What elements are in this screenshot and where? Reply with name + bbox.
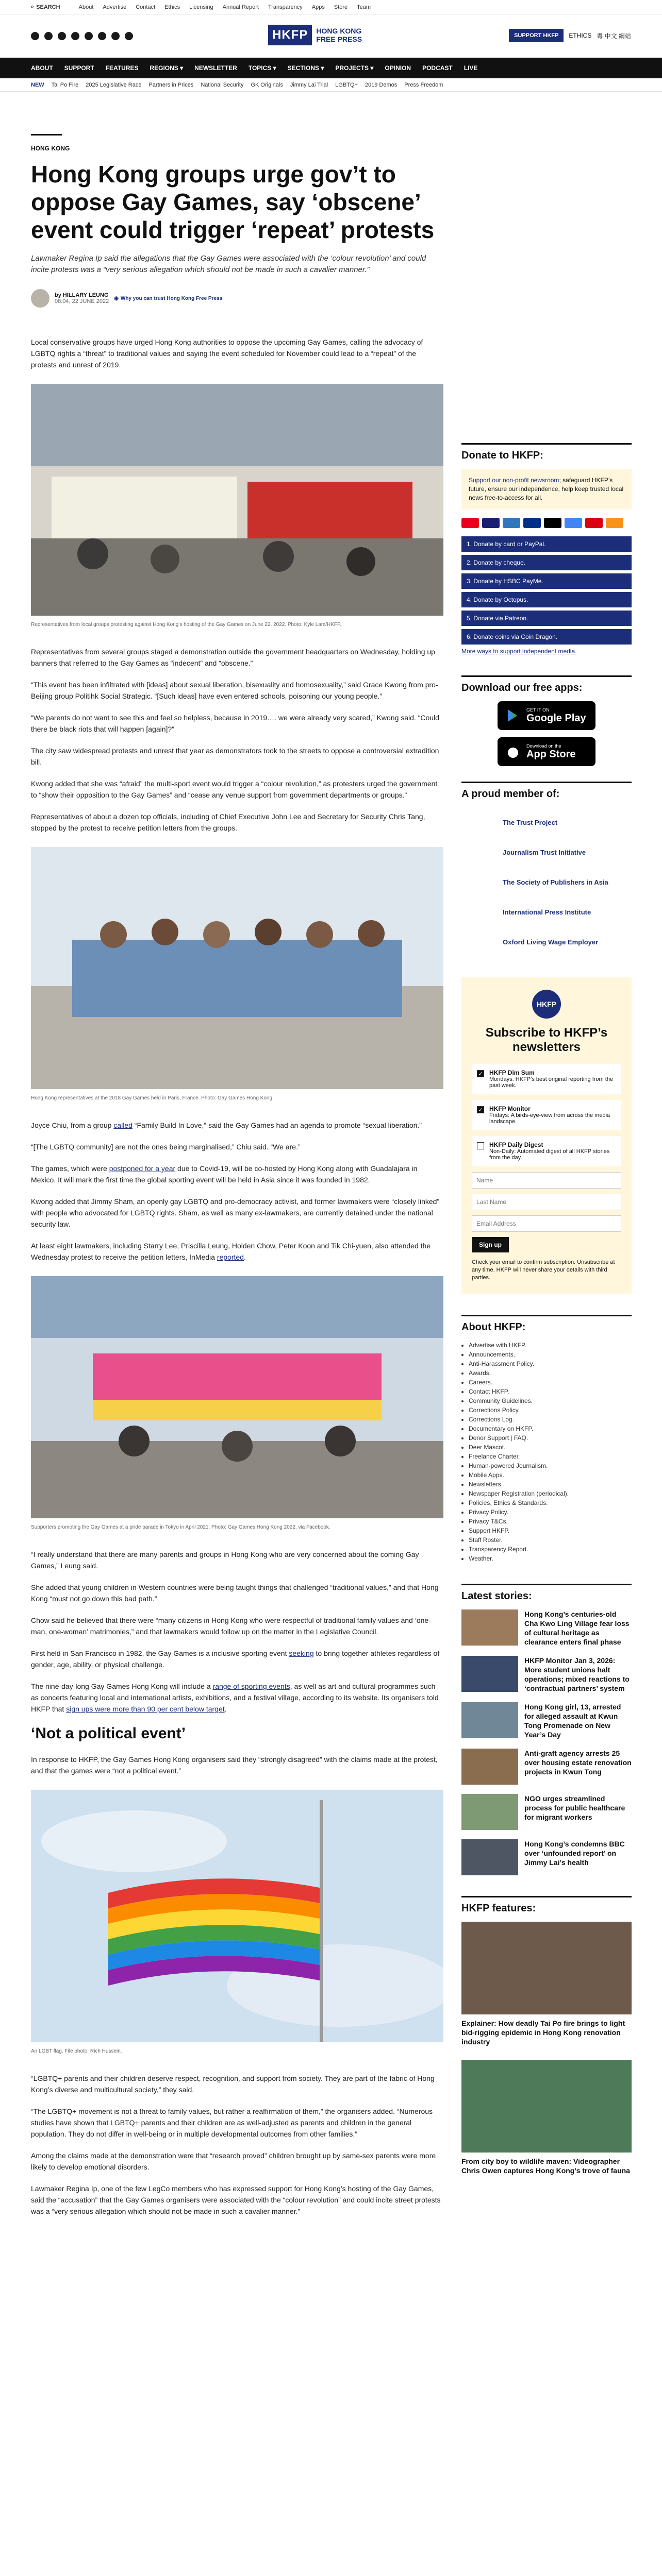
donate-link[interactable]: Support our non-profit newsroom bbox=[469, 477, 559, 484]
payme-icon bbox=[585, 518, 603, 528]
nav-podcast[interactable]: PODCAST bbox=[422, 64, 453, 72]
about-link[interactable]: • Support HKFP. bbox=[469, 1526, 632, 1535]
paragraph: Lawmaker Regina Ip, one of the few LegCo members who has expressed support for Hong Kong’s hosting of the Gay Games, said the “accusation” that the Gay Games organisers were associated with the “colour revolution” and could incite street protests was a “very serious allegation which should not be made in such a cavalier manner.” bbox=[31, 2184, 441, 2215]
latest-story[interactable] bbox=[461, 1702, 632, 1739]
story-thumbnail bbox=[461, 1656, 518, 1692]
paragraph: She added that young children in Western countries were being taught things that challenged “traditional values,” and that Hong Kong “must not go down this bad path.” bbox=[31, 1583, 439, 1603]
about-link[interactable]: • Mobile Apps. bbox=[469, 1470, 632, 1480]
newsletter-desc: Mondays: HKFP’s best original reporting from the past week. bbox=[489, 1076, 614, 1089]
about-link[interactable]: • Freelance Charter. bbox=[469, 1452, 632, 1461]
logo-mark: HKFP bbox=[268, 25, 312, 45]
text-run: due to Covid-19, will be co-hosted by Hong Kong along with Guadalajara in Mexico. It will mark the first time the global sporting event will be held in Asia since it was founded in 1982. bbox=[31, 1164, 418, 1184]
search-link[interactable]: ⌕ SEARCH bbox=[31, 4, 60, 10]
pride-parade-photo bbox=[31, 1276, 443, 1518]
donate-option[interactable]: 6. Donate coins via Coin Dragon. bbox=[461, 629, 632, 645]
newsletter-note: Check your email to confirm subscription. Unsubscribe at any time. HKFP will never share your details with third parties. bbox=[472, 1259, 615, 1281]
ethics-link[interactable]: ETHICS bbox=[569, 32, 592, 39]
checkbox[interactable] bbox=[477, 1142, 484, 1149]
about-heading: About HKFP: bbox=[461, 1315, 632, 1333]
nav-topics[interactable]: TOPICS ▾ bbox=[248, 64, 276, 72]
text-run: At least eight lawmakers, including Starry Lee, Priscilla Leung, Holden Chow, Peter Koon and Tik Chi-yuen, also attended the Wednesday protest to receive the petition letters, InMedia bbox=[31, 1242, 431, 1261]
donate-option[interactable]: 3. Donate by HSBC PayMe. bbox=[461, 573, 632, 589]
rainbow-flag-photo bbox=[31, 1790, 443, 2042]
nav-about[interactable]: ABOUT bbox=[31, 64, 53, 72]
nav-newsletter[interactable]: NEWSLETTER bbox=[194, 64, 237, 72]
main-nav bbox=[0, 58, 662, 78]
about-link[interactable]: • Staff Roster. bbox=[469, 1535, 632, 1545]
gay-games-delegation-photo bbox=[31, 847, 443, 1089]
email-input[interactable]: Email Address bbox=[472, 1215, 621, 1232]
text-run: “Family Build In Love,” said the Gay Games had an agenda to promote “sexual liberation.” bbox=[132, 1121, 422, 1129]
paragraph bbox=[31, 1648, 443, 1670]
latest-heading: Latest stories: bbox=[461, 1584, 632, 1602]
text-run: Joyce Chiu, from a group bbox=[31, 1121, 114, 1129]
sidebar bbox=[461, 443, 632, 2189]
nav-regions[interactable]: REGIONS ▾ bbox=[150, 64, 184, 72]
about-link[interactable]: • Advertise with HKFP. bbox=[469, 1341, 632, 1350]
about-link[interactable]: • Anti-Harassment Policy. bbox=[469, 1359, 632, 1368]
byline bbox=[31, 289, 443, 308]
newsletter-option[interactable] bbox=[472, 1136, 621, 1166]
member-sopa[interactable]: The Society of Publishers in Asia bbox=[503, 878, 608, 886]
about-link[interactable]: • Privacy T&Cs. bbox=[469, 1517, 632, 1526]
trust-link[interactable] bbox=[114, 296, 222, 301]
inline-link[interactable]: reported bbox=[217, 1253, 244, 1261]
latest-story[interactable] bbox=[461, 1656, 632, 1693]
about-link[interactable]: • Awards. bbox=[469, 1368, 632, 1378]
article-dek: Lawmaker Regina Ip said the allegations that the Gay Games were associated with the ‘colour revolution’ and could incite protests was a “very serious allegation which should not be made in such a cavalier manner.” bbox=[31, 254, 426, 274]
inline-link[interactable]: postponed for a year bbox=[109, 1164, 176, 1173]
inline-link[interactable]: range of sporting events bbox=[212, 1682, 290, 1690]
about-link[interactable]: • Deer Mascot. bbox=[469, 1443, 632, 1452]
donate-option[interactable]: 1. Donate by card or PayPal. bbox=[461, 536, 632, 552]
article bbox=[31, 134, 443, 2227]
telegram-icon[interactable] bbox=[98, 32, 106, 40]
trending-item[interactable]: National Security bbox=[201, 81, 244, 88]
about-link[interactable]: • Corrections Policy. bbox=[469, 1405, 632, 1415]
about-link[interactable]: • Donor Support | FAQ. bbox=[469, 1433, 632, 1443]
donate-option[interactable]: 5. Donate via Patreon. bbox=[461, 611, 632, 626]
top-link-ethics[interactable]: Ethics bbox=[164, 4, 180, 10]
member-trust-project[interactable]: The Trust Project bbox=[503, 818, 558, 826]
top-link-contact[interactable]: Contact bbox=[136, 4, 156, 10]
paragraph: Representatives from several groups staged a demonstration outside the government headquarters on Wednesday, holding up banners that referred to the Gay Games as “indecent” and “obscene.” bbox=[31, 648, 435, 667]
member-living-wage[interactable]: Oxford Living Wage Employer bbox=[503, 938, 599, 946]
nav-features[interactable]: FEATURES bbox=[105, 64, 139, 72]
newsletter-option[interactable] bbox=[472, 1064, 621, 1094]
story-thumbnail bbox=[461, 1609, 518, 1646]
author-avatar bbox=[31, 289, 49, 308]
paragraph bbox=[31, 1681, 443, 1715]
member-heading: A proud member of: bbox=[461, 782, 632, 800]
logo-text-1: HONG KONG bbox=[316, 27, 362, 35]
text-run: to bring together athletes regardless of gender, age, ability, or physical challenge. bbox=[31, 1649, 440, 1669]
member-jti[interactable]: Journalism Trust Initiative bbox=[503, 848, 586, 856]
donate-text: ; safeguard HKFP’s future, ensure our independence, help keep trusted local news free-to-access for all. bbox=[469, 477, 624, 501]
amex-icon bbox=[503, 518, 520, 528]
story-thumbnail bbox=[461, 1839, 518, 1875]
apps-heading: Download our free apps: bbox=[461, 675, 632, 694]
top-link-about[interactable]: About bbox=[78, 4, 94, 10]
author-name[interactable]: by HILLARY LEUNG bbox=[55, 292, 109, 298]
feature-title[interactable]: Explainer: How deadly Tai Po fire brings to light bid-rigging epidemic in Hong Kong renovation industry bbox=[461, 2019, 625, 2046]
google-play-button[interactable] bbox=[498, 701, 595, 730]
logo-text-2: FREE PRESS bbox=[316, 35, 362, 43]
newsletter-desc: Fridays: A birds-eye-view from across the media landscape. bbox=[489, 1112, 610, 1125]
latest-story[interactable] bbox=[461, 1839, 632, 1875]
google-play-small: GET IT ON bbox=[526, 707, 550, 713]
payment-icons bbox=[461, 518, 632, 528]
top-link-advertise[interactable]: Advertise bbox=[103, 4, 127, 10]
chinese-site-link[interactable]: 粵 中文 網站 bbox=[597, 32, 631, 40]
paragraph: “The LGBTQ+ movement is not a threat to family values, but rather a reaffirmation of them,” the organisers added. “Numerous studies have shown that LGBTQ+ parents and their children are as well-adjusted as parents and children in the general population. They do not differ in well-being or in multiple developmental outcomes from other families.” bbox=[31, 2107, 433, 2138]
support-button[interactable]: SUPPORT HKFP bbox=[509, 29, 564, 42]
paragraph: Kwong added that she was “afraid” the multi-sport event would trigger a “colour revolution,” as protesters urged the government to “show their opposition to the Gay Games” and “cease any venue support from government departments or groups.” bbox=[31, 779, 438, 799]
paragraph bbox=[31, 1120, 443, 1131]
site-header bbox=[0, 14, 662, 58]
feature-image[interactable] bbox=[461, 2060, 632, 2153]
paragraph: Representatives of about a dozen top officials, including of Chief Executive John Lee and Secretary for Security Chris Tang, stopped by the protest to receive petition letters from the groups. bbox=[31, 812, 425, 832]
trending-item[interactable]: GK Originals bbox=[251, 81, 283, 88]
apple-pay-icon bbox=[544, 518, 561, 528]
paragraph: “We parents do not want to see this and feel so helpless, because in 2019…. we were already very scared,” Kwong said. “Could there be black riots that will happen [again]?” bbox=[31, 714, 439, 733]
trending-item[interactable]: Partners in Prices bbox=[148, 81, 194, 88]
text-run: The nine-day-long Gay Games Hong Kong will include a bbox=[31, 1682, 213, 1690]
trending-item[interactable]: Press Freedom bbox=[404, 81, 443, 88]
paragraph: “LGBTQ+ parents and their children deserve respect, recognition, and support from society. They are part of the fabric of Hong Kong’s diverse and multicultural society,” they said. bbox=[31, 2074, 435, 2094]
trust-icon: ◉ bbox=[114, 295, 119, 301]
paypal-icon bbox=[523, 518, 541, 528]
paragraph: In response to HKFP, the Gay Games Hong Kong organisers said they “strongly disagreed” with the claims made at the protest, and that the games were “not a political event.” bbox=[31, 1755, 438, 1775]
newsletter-option[interactable] bbox=[472, 1100, 621, 1130]
apple-icon bbox=[506, 744, 520, 759]
checkbox-checked[interactable]: ✓ bbox=[477, 1070, 484, 1077]
text-run: First held in San Francisco in 1982, the Gay Games is a inclusive sporting event bbox=[31, 1649, 289, 1657]
google-play-label: Google Play bbox=[526, 712, 586, 724]
paragraph bbox=[31, 1163, 443, 1185]
trending-label: NEW bbox=[31, 81, 44, 88]
story-title[interactable]: Hong Kong’s condemns BBC over ‘unfounded report’ on Jimmy Lai’s health bbox=[524, 1840, 625, 1867]
facebook-icon[interactable] bbox=[31, 32, 39, 40]
instagram-icon[interactable] bbox=[58, 32, 66, 40]
publish-date: 08:04, 22 JUNE 2022 bbox=[55, 298, 109, 304]
member-ipi[interactable]: International Press Institute bbox=[503, 908, 591, 916]
story-thumbnail bbox=[461, 1749, 518, 1785]
trending-item[interactable]: Jimmy Lai Trial bbox=[290, 81, 328, 88]
mastercard-icon bbox=[461, 518, 479, 528]
about-link[interactable]: • Newsletters. bbox=[469, 1480, 632, 1489]
rss-icon[interactable] bbox=[125, 32, 133, 40]
top-link-licensing[interactable]: Licensing bbox=[189, 4, 213, 10]
photo-caption: An LGBT flag. File photo: Rich Hussein. bbox=[31, 2048, 122, 2054]
text-run: , as well as art and cultural programmes such as concerts featuring local and international artists, exhibitions, and a festival village, according to its website. Its organisers told HKFP that bbox=[31, 1682, 439, 1713]
app-store-button[interactable] bbox=[498, 737, 595, 766]
story-title[interactable]: Hong Kong girl, 13, arrested for alleged assault at Kwun Tong Promenade on New Year’s Day bbox=[524, 1703, 621, 1739]
paragraph: At least eight lawmakers, including Starry Lee, Priscilla Leung, Holden Chow, Peter Koon and Tik Chi-yuen, also attended the Wednesday protest to receive the petition letters, InMedia reported. bbox=[31, 1242, 431, 1261]
top-link-team[interactable]: Team bbox=[357, 4, 371, 10]
nav-projects[interactable]: PROJECTS ▾ bbox=[335, 64, 374, 72]
latest-story[interactable] bbox=[461, 1794, 632, 1830]
top-link-store[interactable]: Store bbox=[334, 4, 348, 10]
feature-image[interactable] bbox=[461, 1922, 632, 2014]
about-link[interactable]: • Privacy Policy. bbox=[469, 1507, 632, 1517]
divider bbox=[31, 134, 62, 135]
google-play-icon bbox=[506, 708, 520, 723]
features-heading: HKFP features: bbox=[461, 1896, 632, 1914]
newsletter-box bbox=[461, 977, 632, 1294]
newsletter-name: HKFP Monitor bbox=[489, 1105, 531, 1112]
more-ways-link[interactable]: More ways to support independent media. bbox=[461, 648, 577, 655]
about-link[interactable]: • Corrections Log. bbox=[469, 1415, 632, 1424]
feature-title[interactable]: From city boy to wildlife maven: Videographer Chris Owen captures Hong Kong’s trove of fauna bbox=[461, 2157, 630, 2175]
about-link[interactable]: • Announcements. bbox=[469, 1350, 632, 1359]
donate-option[interactable]: 2. Donate by cheque. bbox=[461, 555, 632, 570]
newsletter-logo: HKFP bbox=[532, 990, 561, 1019]
top-link-apps[interactable]: Apps bbox=[311, 4, 325, 10]
checkbox-checked[interactable]: ✓ bbox=[477, 1106, 484, 1113]
paragraph: The city saw widespread protests and unrest that year as demonstrators took to the streets to oppose a controversial extradition bill. bbox=[31, 747, 439, 766]
about-link[interactable]: • Weather. bbox=[469, 1554, 632, 1563]
about-link[interactable]: • Human-powered Journalism. bbox=[469, 1461, 632, 1470]
donate-heading: Donate to HKFP: bbox=[461, 443, 632, 462]
story-thumbnail bbox=[461, 1702, 518, 1738]
story-title[interactable]: Hong Kong’s centuries-old Cha Kwo Ling Village fear loss of cultural heritage as clearance enters final phase bbox=[524, 1610, 630, 1646]
nav-sections[interactable]: SECTIONS ▾ bbox=[287, 64, 324, 72]
newsletter-name: HKFP Daily Digest bbox=[489, 1141, 543, 1148]
top-bar bbox=[0, 0, 662, 14]
threads-icon[interactable] bbox=[111, 32, 120, 40]
app-store-small: Download on the bbox=[526, 743, 561, 749]
photo-caption: Hong Kong representatives at the 2018 Gay Games held in Paris, France. Photo: Gay Games Hong Kong. bbox=[31, 1095, 274, 1101]
paragraph: Chow said he believed that there were “many citizens in Hong Kong who were respectful of traditional family values and ‘one-man, one-woman’ matrimonies,” and that lawmakers would follow up on the matter in the Legislative Council. bbox=[31, 1616, 431, 1636]
paragraph: Local conservative groups have urged Hong Kong authorities to oppose the upcoming Gay Games, calling the advocacy of LGBTQ rights a “threat” to traditional values and saying the event scheduled for November could lead to a “repeat” of the protests and unrest of 2019. bbox=[31, 338, 423, 369]
paragraph: “I really understand that there are many parents and groups in Hong Kong who are very concerned about the coming Gay Games,” Leung said. bbox=[31, 1550, 419, 1570]
trending-item[interactable]: LGBTQ+ bbox=[335, 81, 358, 88]
trending-item[interactable]: 2025 Legislative Race bbox=[86, 81, 142, 88]
about-link[interactable]: • Contact HKFP. bbox=[469, 1387, 632, 1396]
about-link[interactable]: • Documentary on HKFP. bbox=[469, 1424, 632, 1433]
photo-caption: Representatives from local groups protesting against Hong Kong’s hosting of the Gay Games on June 22, 2022. Photo: Kyle Lam/HKFP. bbox=[31, 622, 342, 628]
paragraph: Among the claims made at the demonstration were that “research proved” children brought up by same-sex parents were more likely to develop emotional disorders. bbox=[31, 2151, 436, 2171]
donate-box bbox=[461, 469, 632, 510]
top-link-annual-report[interactable]: Annual Report bbox=[222, 4, 259, 10]
nav-live[interactable]: LIVE bbox=[464, 64, 478, 72]
site-logo[interactable] bbox=[268, 25, 362, 45]
article-title: Hong Kong groups urge gov’t to oppose Gay Games, say ‘obscene’ event could trigger ‘repeat’ protests bbox=[31, 161, 435, 243]
about-link[interactable]: • Policies, Ethics & Standards. bbox=[469, 1498, 632, 1507]
google-pay-icon bbox=[565, 518, 582, 528]
linkedin-icon[interactable] bbox=[85, 32, 93, 40]
newsletter-desc: Non-Daily: Automated digest of all HKFP stories from the day. bbox=[489, 1148, 610, 1161]
story-title[interactable]: Anti-graft agency arrests 25 over housing estate renovation projects in Kwun Tong bbox=[524, 1749, 632, 1776]
paragraph: “[The LGBTQ community] are not the ones being marginalised,” Chiu said. “We are.” bbox=[31, 1143, 301, 1151]
photo-caption: Supporters promoting the Gay Games at a pride parade in Tokyo in April 2021. Photo: Gay Games Hong Kong 2022, via Facebook. bbox=[31, 1524, 330, 1530]
paragraph: Kwong added that Jimmy Sham, an openly gay LGBTQ and pro-democracy activist, and former lawmakers were “closely linked” with people who advocated for LGBTQ rights. Sham, as well as many ex-lawmakers, are currently detained under the national security law. bbox=[31, 1197, 440, 1228]
first-name-input[interactable]: Name bbox=[472, 1172, 621, 1189]
search-label: SEARCH bbox=[36, 4, 60, 10]
story-thumbnail bbox=[461, 1794, 518, 1830]
last-name-input[interactable]: Last Name bbox=[472, 1194, 621, 1210]
section-heading: ‘Not a political event’ bbox=[31, 1725, 186, 1742]
about-link[interactable]: • Careers. bbox=[469, 1378, 632, 1387]
trending-bar bbox=[0, 78, 662, 92]
inline-link[interactable]: sign ups were more than 90 per cent below target bbox=[66, 1705, 225, 1713]
newsletter-title: Subscribe to HKFP’s newsletters bbox=[485, 1026, 608, 1054]
nav-support[interactable]: SUPPORT bbox=[64, 64, 94, 72]
latest-story[interactable] bbox=[461, 1749, 632, 1785]
top-link-transparency[interactable]: Transparency bbox=[268, 4, 303, 10]
story-title[interactable]: NGO urges streamlined process for public healthcare for migrant workers bbox=[524, 1794, 625, 1821]
about-link[interactable]: • Community Guidelines. bbox=[469, 1396, 632, 1405]
latest-story[interactable] bbox=[461, 1609, 632, 1647]
donate-option[interactable]: 4. Donate by Octopus. bbox=[461, 592, 632, 607]
signup-button[interactable]: Sign up bbox=[472, 1237, 509, 1252]
category-label[interactable]: HONG KONG bbox=[31, 145, 70, 152]
inline-link[interactable]: seeking bbox=[289, 1649, 314, 1657]
nav-opinion[interactable]: OPINION bbox=[385, 64, 411, 72]
paragraph: “This event has been infiltrated with [ideas] about sexual liberation, bisexuality and homosexuality,” said Grace Kwong from pro-Beijing group Politihk Social Strategic. “[Such ideas] have even entered schools, poisoning our young people.” bbox=[31, 681, 438, 700]
social-icons bbox=[31, 32, 133, 40]
text-run: . bbox=[224, 1705, 227, 1713]
inline-link[interactable]: called bbox=[113, 1121, 133, 1129]
about-list bbox=[461, 1341, 632, 1563]
youtube-icon[interactable] bbox=[71, 32, 79, 40]
visa-icon bbox=[482, 518, 500, 528]
text-run: The games, which were bbox=[31, 1164, 109, 1173]
trending-item[interactable]: 2019 Demos bbox=[365, 81, 398, 88]
about-link[interactable]: • Transparency Report. bbox=[469, 1545, 632, 1554]
bitcoin-icon bbox=[606, 518, 623, 528]
x-icon[interactable] bbox=[44, 32, 53, 40]
trust-label: Why you can trust Hong Kong Free Press bbox=[120, 295, 223, 301]
app-store-label: App Store bbox=[526, 748, 576, 760]
newsletter-name: HKFP Dim Sum bbox=[489, 1069, 535, 1076]
about-link[interactable]: • Newspaper Registration (periodical). bbox=[469, 1489, 632, 1498]
story-title[interactable]: HKFP Monitor Jan 3, 2026: More student unions halt operations; mixed reactions to ‘contractual partners’ system bbox=[524, 1656, 630, 1692]
trending-item[interactable]: Tai Po Fire bbox=[51, 81, 79, 88]
protest-photo bbox=[31, 384, 443, 616]
